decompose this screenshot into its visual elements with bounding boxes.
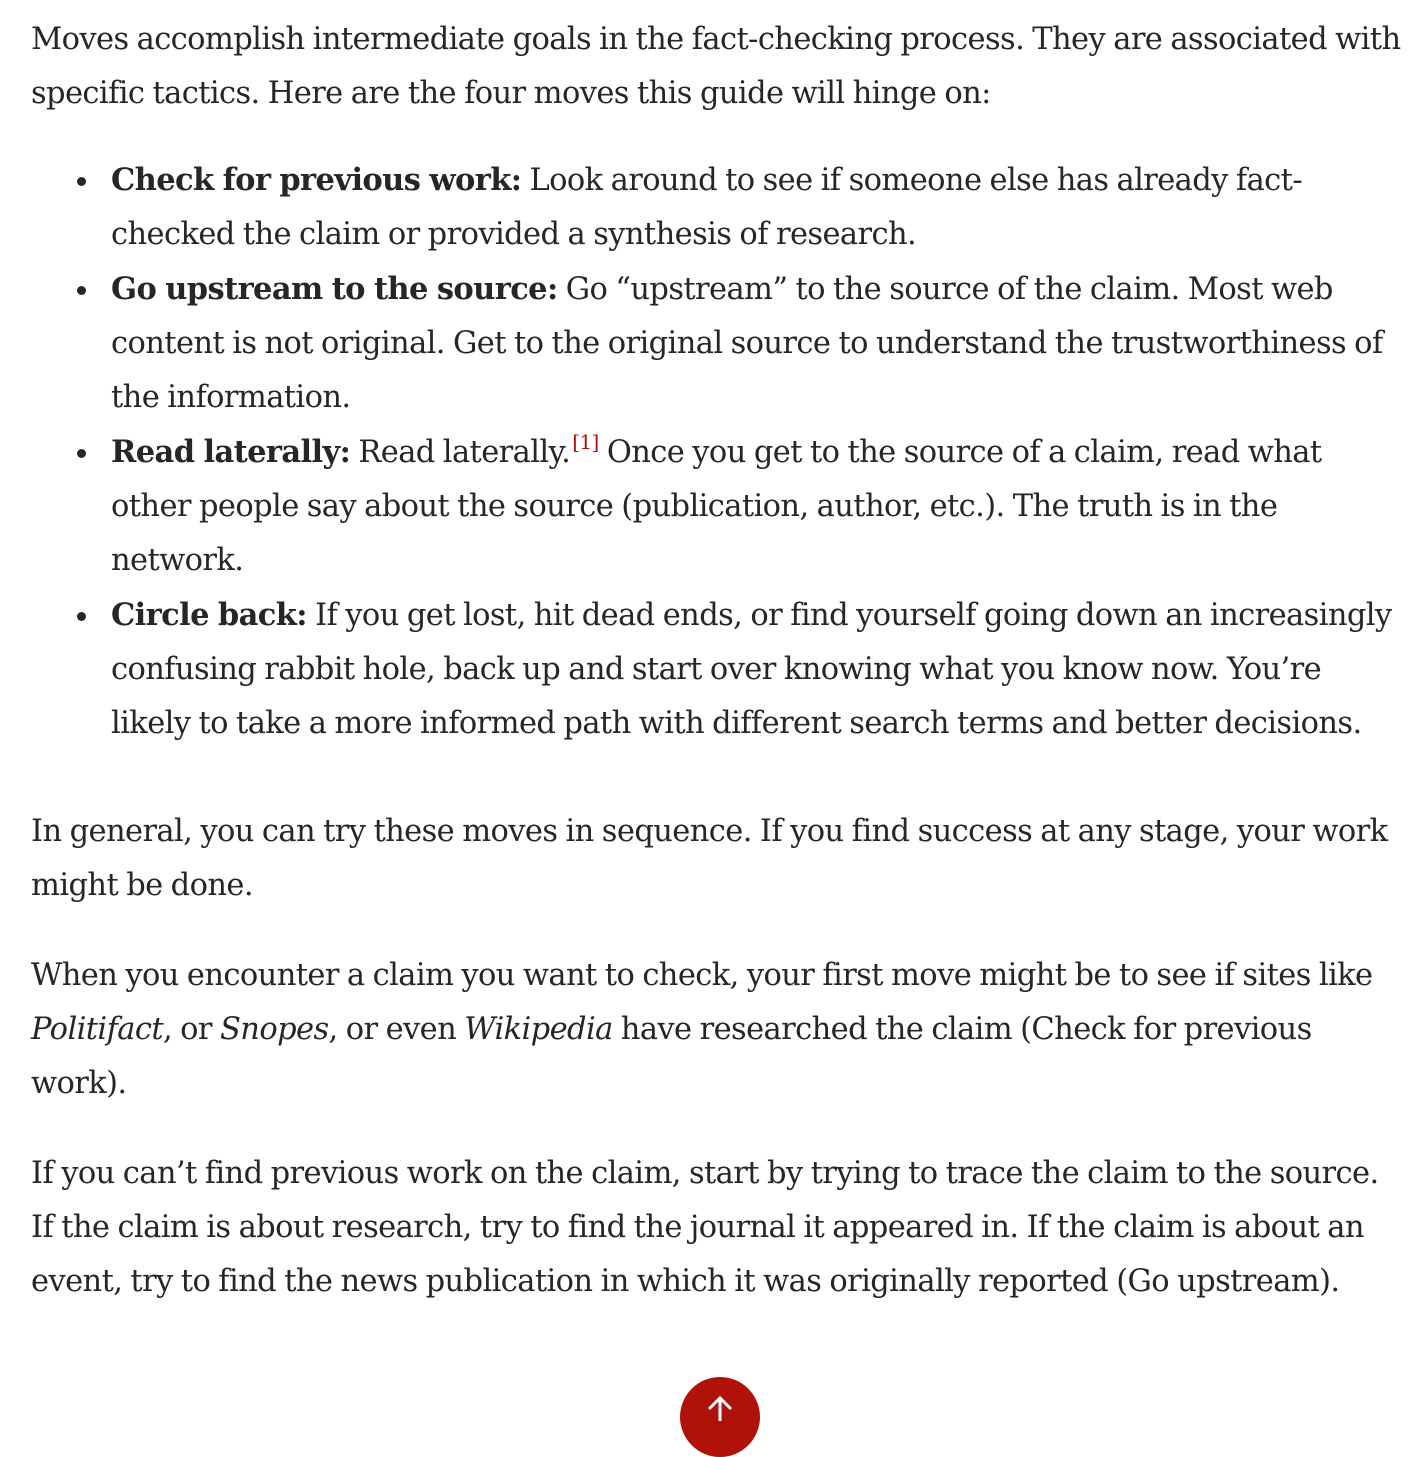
paragraph-upstream: If you can’t find previous work on the claim, start by trying to trace the claim to the source. If the claim is about research, try to find the journal it appeared in. If the claim is about an event, try to find the news publication in which it was originally reported (Go upstream). [31,1156,1379,1299]
move-text: Go “upstream” to the source of the claim. Most web content is not original. Get to the original source to understand the trustworthiness of the information. [111,272,1383,415]
move-title: Read laterally: [111,434,351,470]
back-to-top-button[interactable] [680,1377,760,1457]
article-body [31,13,1406,1309]
move-text: Read laterally. [350,435,571,470]
move-title: Check for previous work: [111,162,522,198]
footnote-link[interactable]: [1] [572,430,599,454]
move-title: Go upstream to the source: [111,271,558,307]
politifact-name: Politifact [31,1012,163,1047]
list-item [111,153,1406,262]
text: When you encounter a claim you want to check, your first move might be to see if sites like [31,958,1373,993]
text: , or [162,1012,221,1047]
snopes-name: Snopes [220,1012,329,1047]
list-item [111,588,1406,751]
move-text: Look around to see if someone else has already fact-checked the claim or provided a synthesis of research. [111,163,1303,252]
moves-list [31,153,1406,751]
list-item [111,425,1406,588]
arrow-up-icon [706,1395,734,1423]
wikipedia-name: Wikipedia [464,1012,613,1047]
text: , or even [328,1012,465,1047]
text: have researched the claim (Check for previous work). [31,1012,1312,1101]
list-item [111,262,1406,425]
move-text: Once you get to the source of a claim, read what other people say about the source (publication, author, etc.). The truth is in the network. [111,435,1322,578]
move-text: If you get lost, hit dead ends, or find yourself going down an increasingly confusing rabbit hole, back up and start over knowing what you know now. You’re likely to take a more informed path with different search terms and better decisions. [111,598,1392,741]
move-title: Circle back: [111,597,307,633]
paragraph-first-move [31,949,1406,1111]
intro-paragraph: Moves accomplish intermediate goals in the fact-checking process. They are associated with specific tactics. Here are the four moves this guide will hinge on: [31,22,1401,111]
paragraph-sequence: In general, you can try these moves in sequence. If you find success at any stage, your work might be done. [31,814,1388,903]
